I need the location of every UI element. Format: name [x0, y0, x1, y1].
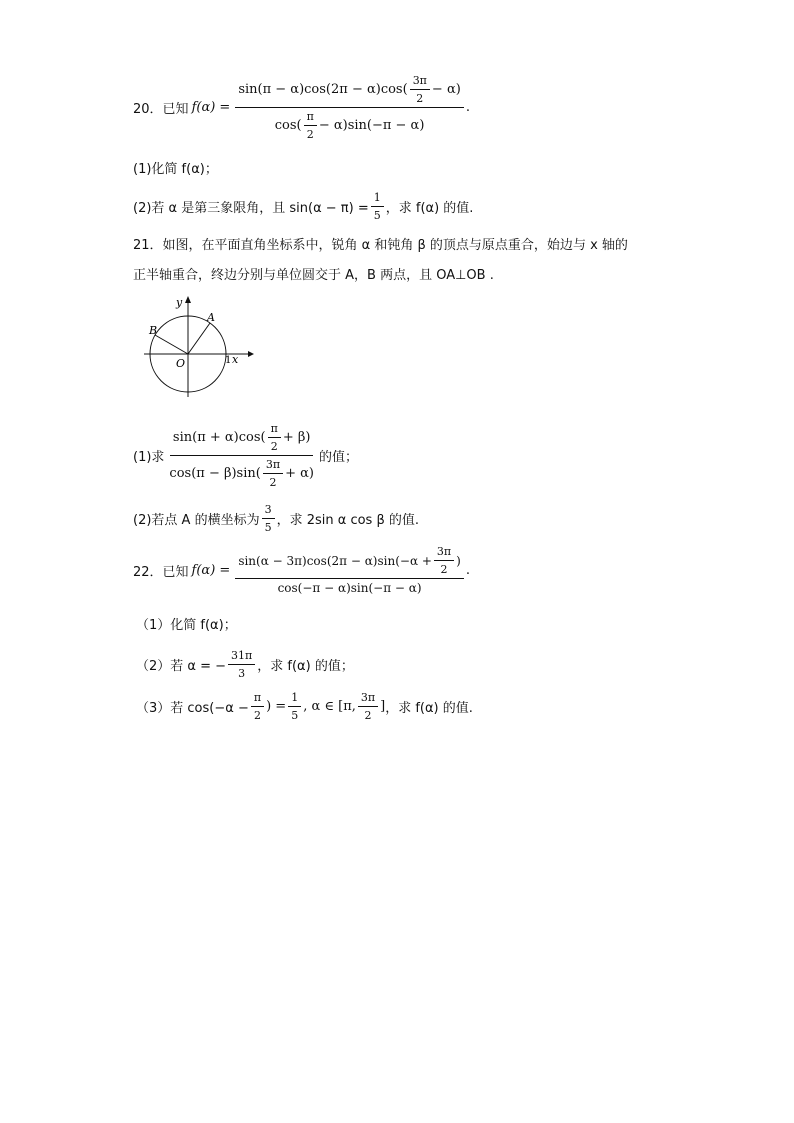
- q20-statement: 20． 已知 f(α) = sin(π − α)cos(2π − α)cos( $\frac{3\pi}{2}$ − α) cos( $\frac{\pi}{2}$ − α)sin(−π − α) .: [133, 73, 470, 141]
- q20-part2-fraction: $\frac{1}{5}$: [371, 191, 384, 222]
- q20-denominator: cos( $\frac{\pi}{2}$ − α)sin(−π − α): [274, 109, 425, 141]
- label-one: 1: [225, 355, 232, 366]
- q20-part2: (2)若 α 是第三象限角，且 sin(α − π) = $\frac{1}{5}$ ，求 f(α) 的值.: [133, 190, 474, 222]
- unit-circle-figure: [140, 293, 260, 403]
- label-b: B: [149, 324, 158, 337]
- ray-oa: [188, 323, 210, 354]
- q20-numerator: sin(π − α)cos(2π − α)cos( $\frac{3\pi}{2}$ − α): [235, 74, 463, 108]
- q21-part2-fraction: $\frac{3}{5}$: [262, 503, 275, 534]
- q22-part1: （1）化简 f(α)；: [136, 617, 237, 633]
- q21-line2: 正半轴重合，终边分别与单位圆交于 A，B 两点，且 OA⊥OB .: [133, 267, 494, 283]
- label-y: y: [176, 296, 183, 309]
- label-o: O: [176, 357, 186, 370]
- q22-statement: 22．已知 f(α) = sin(α − 3π)cos(2π − α)sin(−α + $\frac{3\pi}{2}$ ) cos(−π − α)sin(−π − α) .: [133, 545, 470, 595]
- q20-number: 20．: [133, 101, 163, 117]
- q20-f-alpha: f(α) =: [191, 99, 231, 115]
- label-a: A: [207, 311, 215, 324]
- q22-part2: （2）若 α = − $\frac{31\pi}{3}$ ，求 f(α) 的值；: [136, 648, 354, 680]
- y-axis-arrow: [185, 296, 191, 303]
- q21-part2: (2)若点 A 的横坐标为 $\frac{3}{5}$ ，求 2sin α cos β 的值.: [133, 502, 420, 534]
- q20-fraction: [235, 74, 463, 141]
- q22-fraction: sin(α − 3π)cos(2π − α)sin(−α + $\frac{3\pi}{2}$ ) cos(−π − α)sin(−π − α): [235, 545, 464, 595]
- q20-part1: (1)化简 f(α)；: [133, 161, 218, 177]
- q22-part2-fraction: $\frac{31\pi}{3}$: [228, 649, 255, 680]
- q21-line1: 21．如图，在平面直角坐标系中，锐角 α 和钝角 β 的顶点与原点重合，始边与 x 轴的: [133, 237, 628, 253]
- q21-part1-fraction: sin(π + α)cos( $\frac{\pi}{2}$ + β) cos(π − β)sin( $\frac{3\pi}{2}$ + α): [169, 421, 314, 489]
- q21-part1: (1)求 sin(π + α)cos( $\frac{\pi}{2}$ + β) cos(π − β)sin( $\frac{3\pi}{2}$ + α) 的值；: [133, 421, 358, 489]
- q22-part3: （3）若 cos(−α − $\frac{\pi}{2}$ ) = $\frac{1}{5}$ , α ∈ [π, $\frac{3\pi}{2}$ ] ，求 f(α) 的值.: [136, 690, 473, 722]
- x-axis-arrow: [248, 351, 254, 357]
- label-x: x: [232, 353, 239, 366]
- ray-ob: [155, 335, 188, 354]
- q20-intro: 已知: [162, 101, 189, 117]
